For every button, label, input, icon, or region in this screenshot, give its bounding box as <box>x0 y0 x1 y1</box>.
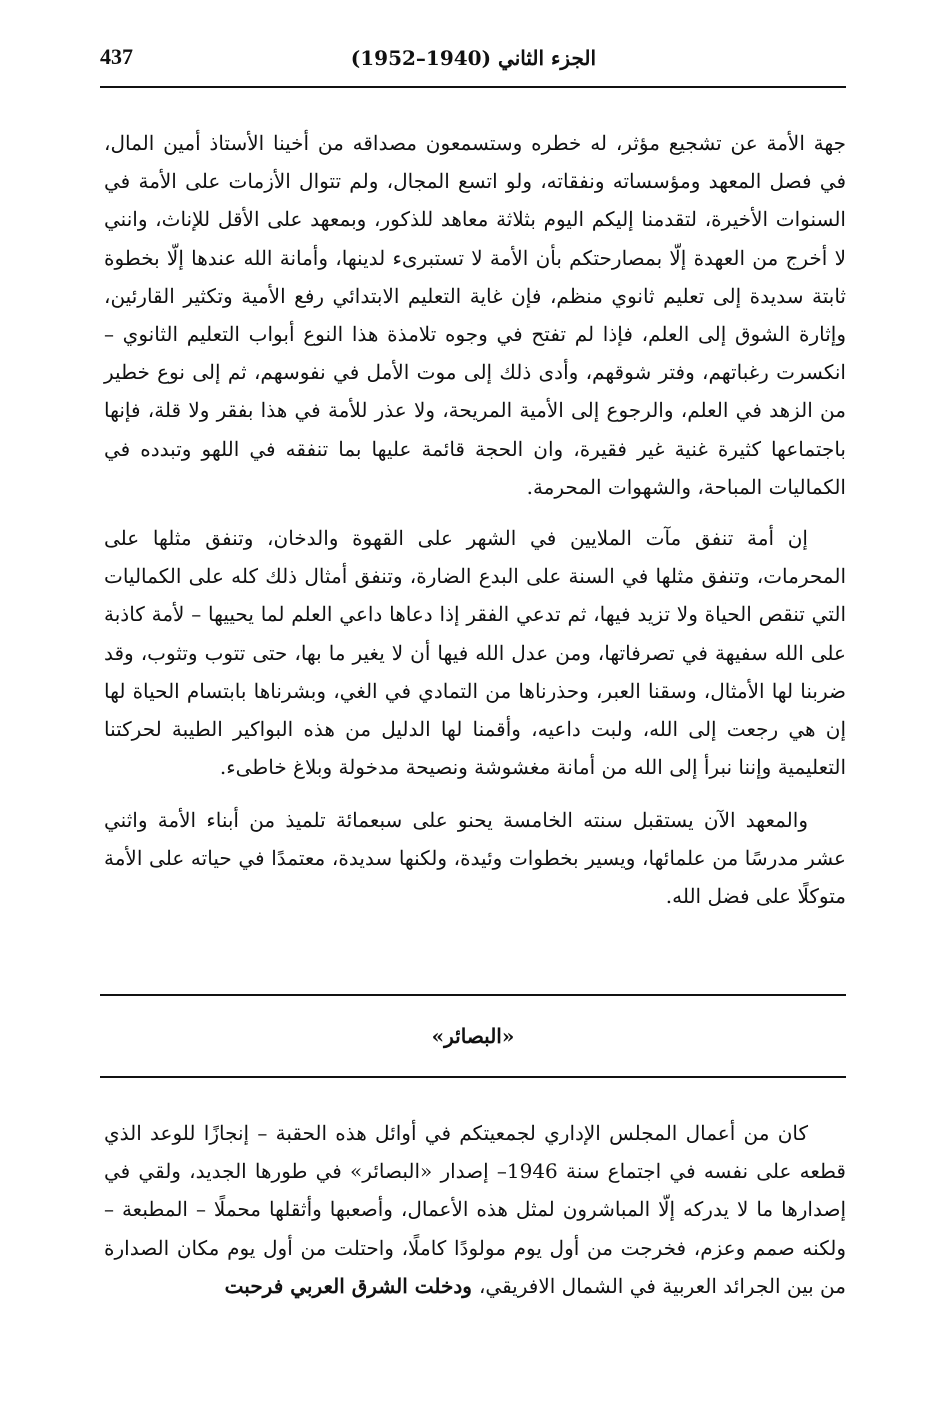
paragraph-3-text: والمعهد الآن يستقبل سنته الخامسة يحنو على سبعمائة تلميذ من أبناء الأمة واثني عشر مدرسًا من علمائها، ويسير بخطوات وئيدة، ولكنها سديدة، معتمدًا في حياته على الأمة متوكلًا على فضل الله. <box>104 808 846 909</box>
paragraph-4-bold: ودخلت الشرق العربي فرحبت <box>224 1273 479 1298</box>
paragraph-2 <box>104 519 846 786</box>
paragraph-4 <box>104 1114 846 1305</box>
section-rule-bottom <box>100 1076 846 1078</box>
header-rule <box>100 86 846 88</box>
paragraph-4-text <box>104 1114 846 1305</box>
page-number: 437 <box>100 44 133 69</box>
running-title: الجزء الثاني (1940–1952) <box>350 46 596 70</box>
paragraph-4-regular: كان من أعمال المجلس الإداري لجمعيتكم في أوائل هذه الحقبة – إنجازًا للوعد الذي قطعه على نفسه في اجتماع سنة 1946– إصدار «البصائر» في طورها الجديد، ولقي في إصدارها ما لا يدركه إلّا المباشرون لمثل هذه الأعمال، وأصعبها وأثقلها محملًا – المطبعة – ولكنه صمم وعزم، فخرجت من أول يوم مولودًا كاملًا، واحتلت من أول يوم مكان الصدارة من بين الجرائد العربية في الشمال الافريقي، <box>104 1121 846 1298</box>
paragraph-1-text: جهة الأمة عن تشجيع مؤثر، له خطره وستسمعون مصداقه من أخينا الأستاذ أمين المال، في فصل المعهد ومؤسساته ونفقاته، ولو اتسع المجال، ولم تتوال الأزمات على الأمة في السنوات الأخيرة، لتقدمنا إليكم اليوم بثلاثة معاهد للذكور، وبمعهد على الأقل للإناث، وانني لا أخرج من العهدة إلّا بمصارحتكم بأن الأمة لا تستبرىء لدينها، وأمانة الله عندها إلّا بخطوة ثابتة سديدة إلى تعليم ثانوي منظم، فإن غاية التعليم الابتدائي رفع الأمية وتكثير القارئين، وإثارة الشوق إلى العلم، فإذا لم تفتح في وجوه تلامذة هذا النوع أبواب التعليم الثانوي – انكسرت رغباتهم، وفتر شوقهم، وأدى ذلك إلى موت الأمل في نفوسهم، ثم إلى نوع خطير من الزهد في العلم، والرجوع إلى الأمية المريحة، ولا عذر للأمة في هذا بفقر ولا قلة، فإنها باجتماعها كثيرة غنية غير فقيرة، وان الحجة قائمة عليها بما تنفقه في اللهو وتبدده في الكماليات المباحة، والشهوات المحرمة. <box>104 131 846 499</box>
paragraph-1 <box>104 124 846 506</box>
running-header <box>100 44 846 84</box>
section-title: «البصائر» <box>431 1024 515 1048</box>
paragraph-2-text: إن أمة تنفق مآت الملايين في الشهر على القهوة والدخان، وتنفق مثلها على المحرمات، وتنفق مثلها في السنة على البدع الضارة، وتنفق أمثال ذلك كله على الكماليات التي تنقص الحياة ولا تزيد فيها، ثم تدعي الفقر إذا دعاها داعي العلم لما يحييها – لأمة كاذبة على الله سفيهة في تصرفاتها، ومن عدل الله فيها أن لا يغير ما بها، حتى تتوب وتثوب، وقد ضربنا لها الأمثال، وسقنا العبر، وحذرناها من التمادي في الغي، وبشرناها بابتسام الحياة لها إن هي رجعت إلى الله، ولبت داعيه، وأقمنا لها الدليل من هذه البواكير الطيبة لحركتنا التعليمية وإننا نبرأ إلى الله من أمانة مغشوشة ونصيحة مدخولة وبلاغ خاطىء. <box>104 526 847 780</box>
paragraph-3 <box>104 801 846 916</box>
section-rule-top <box>100 994 846 996</box>
